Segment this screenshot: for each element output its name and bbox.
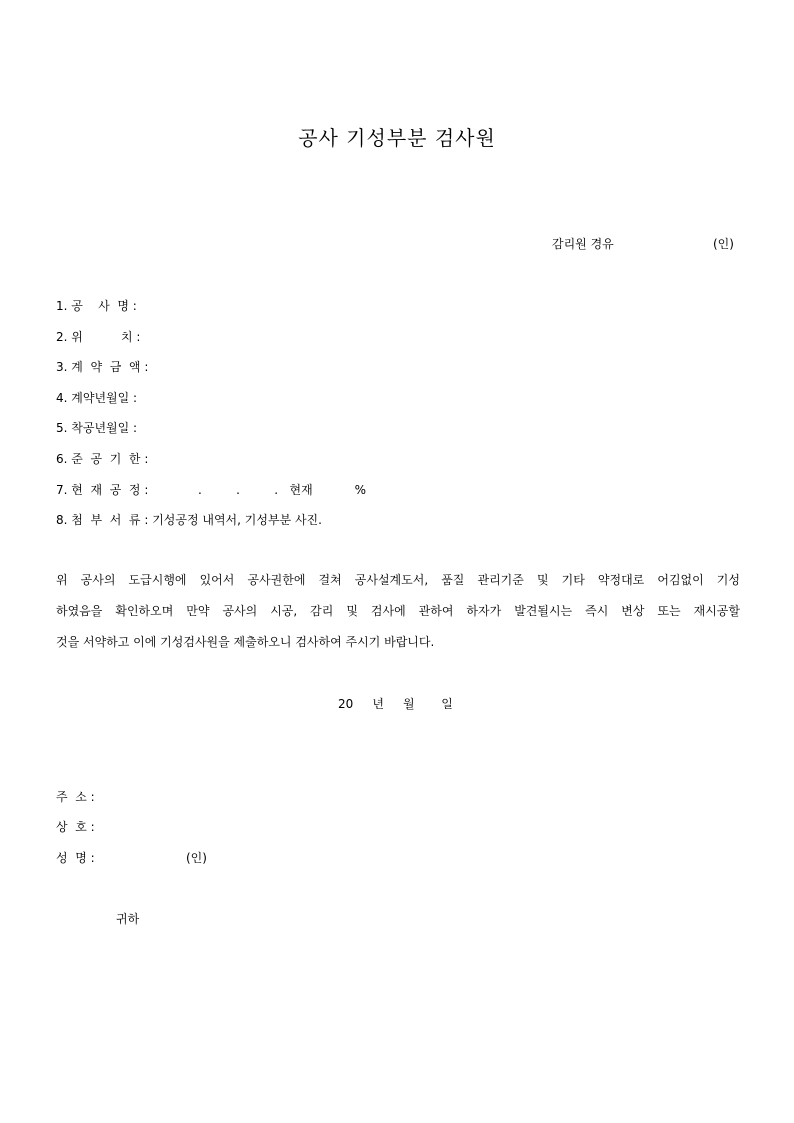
item-completion-deadline: 6. 준 공 기 한 :: [56, 452, 149, 466]
item-contract-amount: 3. 계 약 금 액 :: [56, 360, 149, 374]
applicant-name: 성 명 :: [56, 851, 95, 865]
item-start-date: 5. 착공년월일 :: [56, 421, 138, 435]
applicant-seal: (인): [186, 851, 207, 865]
item-project-name: 1. 공 사 명 :: [56, 299, 137, 313]
date-line: 20 년 월 일: [338, 697, 453, 711]
supervisor-seal: (인): [713, 237, 734, 251]
item-current-progress: 7. 현 재 공 정 : . . . 현재 %: [56, 483, 367, 497]
supervisor-label: 감리원 경유: [552, 237, 614, 251]
paragraph-line: 하였음을 확인하오며 만약 공사의 시공, 감리 및 검사에 관하여 하자가 발견될시는 즉시 변상 또는 재시공할: [56, 604, 740, 618]
paragraph-line: 위 공사의 도급시행에 있어서 공사권한에 걸쳐 공사설계도서, 품질 관리기준 및 기타 약정대로 어김없이 기성: [56, 573, 740, 587]
item-contract-date: 4. 계약년월일 :: [56, 391, 138, 405]
applicant-address: 주 소 :: [56, 790, 95, 804]
recipient-label: 귀하: [116, 912, 140, 926]
item-location: 2. 위 치 :: [56, 330, 141, 344]
paragraph-line: 것을 서약하고 이에 기성검사원을 제출하오니 검사하여 주시기 바랍니다.: [56, 635, 435, 649]
applicant-company: 상 호 :: [56, 820, 95, 834]
request-paragraph: [56, 573, 740, 666]
item-attachments: 8. 첨 부 서 류 : 기성공정 내역서, 기성부분 사진.: [56, 513, 322, 527]
document-title: 공사 기성부분 검사원: [298, 126, 496, 150]
